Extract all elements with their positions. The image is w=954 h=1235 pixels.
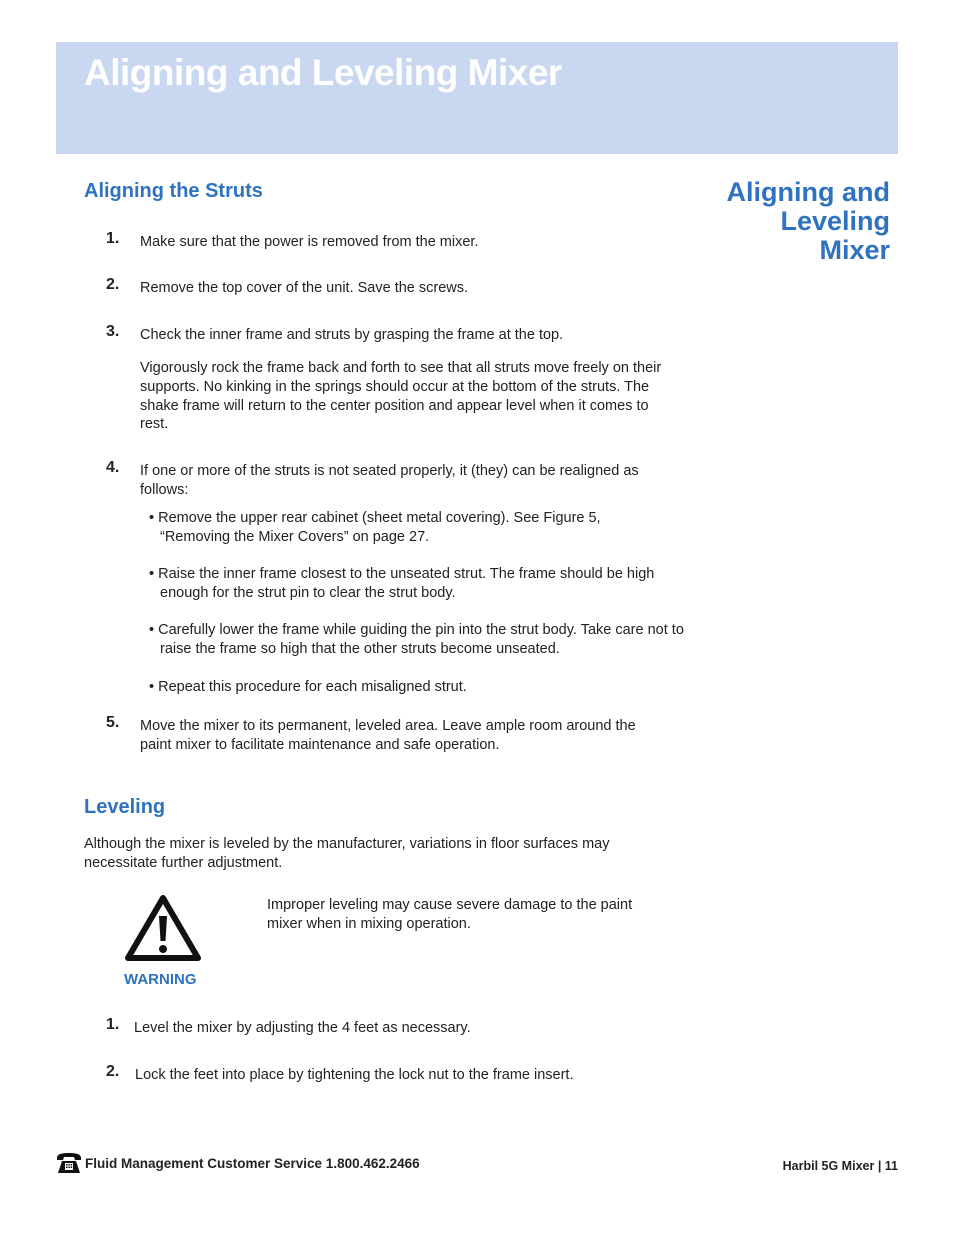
side-title-line: Leveling: [780, 206, 890, 236]
page-title: Aligning and Leveling Mixer: [84, 52, 562, 93]
step-text: Check the inner frame and struts by grasping the frame at the top.: [140, 327, 564, 343]
leveling-intro: Although the mixer is leveled by the manufacturer, variations in floor surfaces may necessitate further adjustment.: [84, 836, 610, 871]
warning-label: WARNING: [124, 971, 197, 988]
step-number: 3.: [106, 323, 120, 340]
step-number: 5.: [106, 714, 120, 731]
side-title: [660, 178, 890, 265]
telephone-icon: [56, 1152, 82, 1174]
step-number: 2.: [106, 1063, 120, 1080]
side-title-line: Aligning and: [726, 177, 890, 207]
footer-left-text: Fluid Management Customer Service 1.800.462.2466: [85, 1155, 420, 1171]
step-text: Level the mixer by adjusting the 4 feet as necessary.: [134, 1020, 471, 1036]
bullet-item: • Carefully lower the frame while guiding the pin into the strut body. Take care not to raise the frame so high that the other struts become unseated.: [149, 622, 684, 657]
step-text: Remove the top cover of the unit. Save the screws.: [140, 280, 469, 296]
side-title-line: Mixer: [819, 235, 890, 265]
step-number: 1.: [106, 1016, 120, 1033]
warning-triangle-icon: [124, 894, 202, 962]
step-text: Lock the feet into place by tightening the lock nut to the frame insert.: [135, 1067, 574, 1083]
step-number: 2.: [106, 276, 120, 293]
bullet-item: • Remove the upper rear cabinet (sheet metal covering). See Figure 5, “Removing the Mixer Covers” on page 27.: [149, 510, 601, 545]
bullet-item: • Raise the inner frame closest to the unseated strut. The frame should be high enough for the strut pin to clear the strut body.: [149, 566, 655, 601]
step-detail-text: Vigorously rock the frame back and forth to see that all struts move freely on their supports. No kinking in the springs should occur at the bottom of the struts. The shake frame will return to the center position and appear level when it comes to rest.: [140, 360, 662, 433]
bullet-item: • Repeat this procedure for each misaligned strut.: [149, 679, 467, 695]
step-number: 1.: [106, 230, 120, 247]
struts-heading: Aligning the Struts: [84, 180, 263, 202]
step-text: If one or more of the struts is not seated properly, it (they) can be realigned as follows:: [140, 463, 639, 498]
footer-customer-service: [56, 1152, 420, 1174]
warning-text: Improper leveling may cause severe damage to the paint mixer when in mixing operation.: [267, 897, 633, 932]
leveling-heading: Leveling: [84, 796, 166, 818]
step-text: Move the mixer to its permanent, leveled area. Leave ample room around the paint mixer to facilitate maintenance and safe operation.: [140, 718, 636, 753]
step-number: 4.: [106, 459, 120, 476]
step-text: Make sure that the power is removed from the mixer.: [140, 234, 479, 250]
footer-page-info: Harbil 5G Mixer | 11: [782, 1159, 898, 1173]
